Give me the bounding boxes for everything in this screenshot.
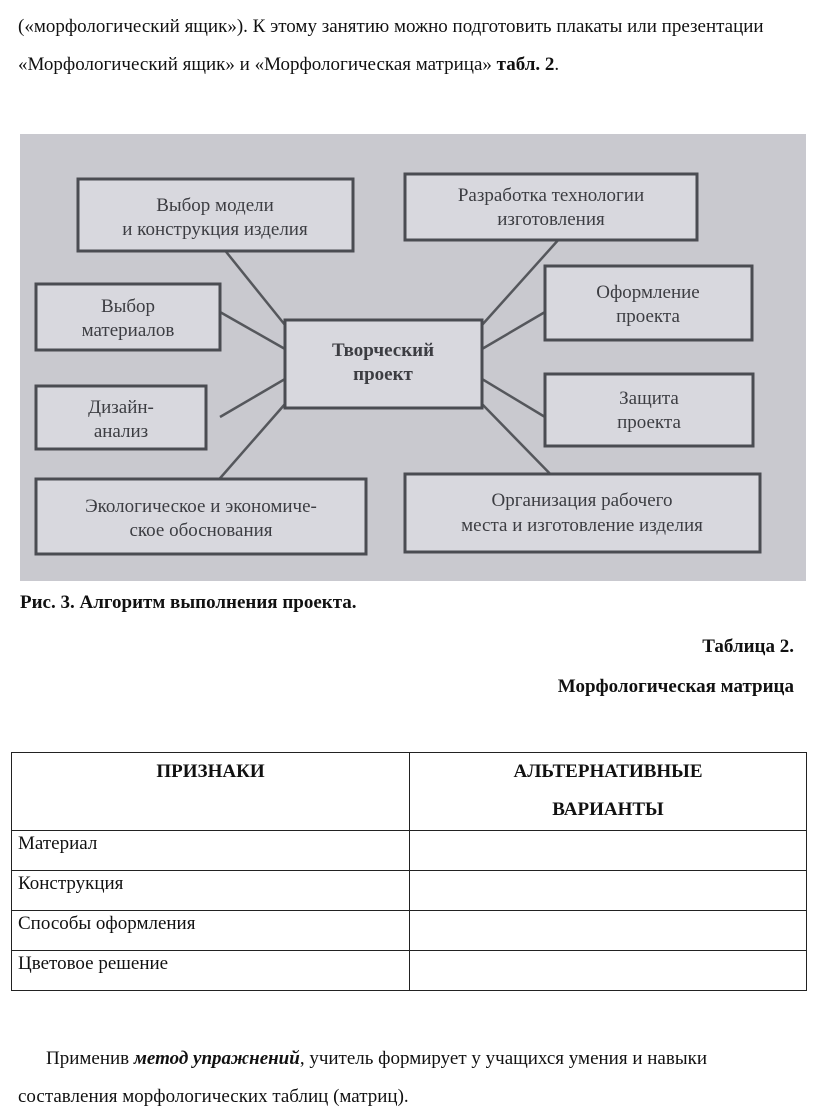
center-line1: Творческий: [331, 340, 435, 361]
box-model-line1: Выбор модели: [156, 195, 274, 216]
box-model-line2: и конструкция изделия: [122, 219, 308, 240]
row-alternatives: [410, 951, 807, 991]
intro-paragraph: [18, 8, 798, 84]
center-line2: проект: [353, 364, 413, 385]
closing-paragraph: [18, 1040, 798, 1116]
box-materials-line2: материалов: [81, 320, 175, 341]
box-workplace-line2: места и изготовление изделия: [461, 515, 703, 536]
box-design-proj-line1: Оформление: [596, 282, 700, 303]
box-defense-line1: Защита: [619, 388, 679, 409]
morphological-matrix-table: [11, 752, 807, 991]
table-title: Морфологическая матрица: [557, 676, 794, 697]
box-tech-line1: Разработка технологии: [457, 185, 645, 206]
closing-emphasis: метод упражнений: [133, 1048, 300, 1069]
table-row: [12, 911, 807, 951]
table-header-row: [12, 753, 807, 831]
row-alternatives: [410, 871, 807, 911]
row-feature: Материал: [12, 831, 410, 871]
table-row: [12, 831, 807, 871]
header-features: ПРИЗНАКИ: [12, 753, 410, 831]
row-alternatives: [410, 831, 807, 871]
box-design-proj-line2: проекта: [616, 306, 680, 327]
header-alternatives: АЛЬТЕРНАТИВНЫЕ ВАРИАНТЫ: [410, 753, 807, 831]
closing-rest: , учитель формирует у учащихся умения и навыки составления морфологических таблиц (матриц).: [18, 1048, 707, 1107]
box-design-analysis-line2: анализ: [93, 421, 149, 442]
intro-text: («морфологический ящик»). К этому занятию можно подготовить плакаты или презентации «Морфологический ящик» и «Морфологическая матрица»: [18, 16, 764, 75]
box-tech-line2: изготовления: [497, 209, 605, 230]
table-number: Таблица 2.: [702, 636, 794, 657]
figure-caption: Рис. 3. Алгоритм выполнения проекта.: [20, 592, 357, 613]
row-feature: Цветовое решение: [12, 951, 410, 991]
box-materials-line1: Выбор: [100, 296, 156, 317]
box-defense-line2: проекта: [617, 412, 681, 433]
table-row: [12, 871, 807, 911]
box-eco-line1: Экологическое и экономиче-: [85, 496, 317, 517]
intro-end: .: [554, 54, 560, 75]
closing-lead: Применив: [46, 1048, 134, 1069]
row-alternatives: [410, 911, 807, 951]
box-design-analysis-line1: Дизайн-: [88, 397, 154, 418]
box-eco-line2: ское обоснования: [129, 520, 273, 541]
box-workplace-line1: Организация рабочего: [491, 490, 673, 511]
table-reference: табл. 2: [496, 54, 555, 75]
project-algorithm-diagram: [20, 134, 806, 581]
table-row: [12, 951, 807, 991]
row-feature: Конструкция: [12, 871, 410, 911]
row-feature: Способы оформления: [12, 911, 410, 951]
